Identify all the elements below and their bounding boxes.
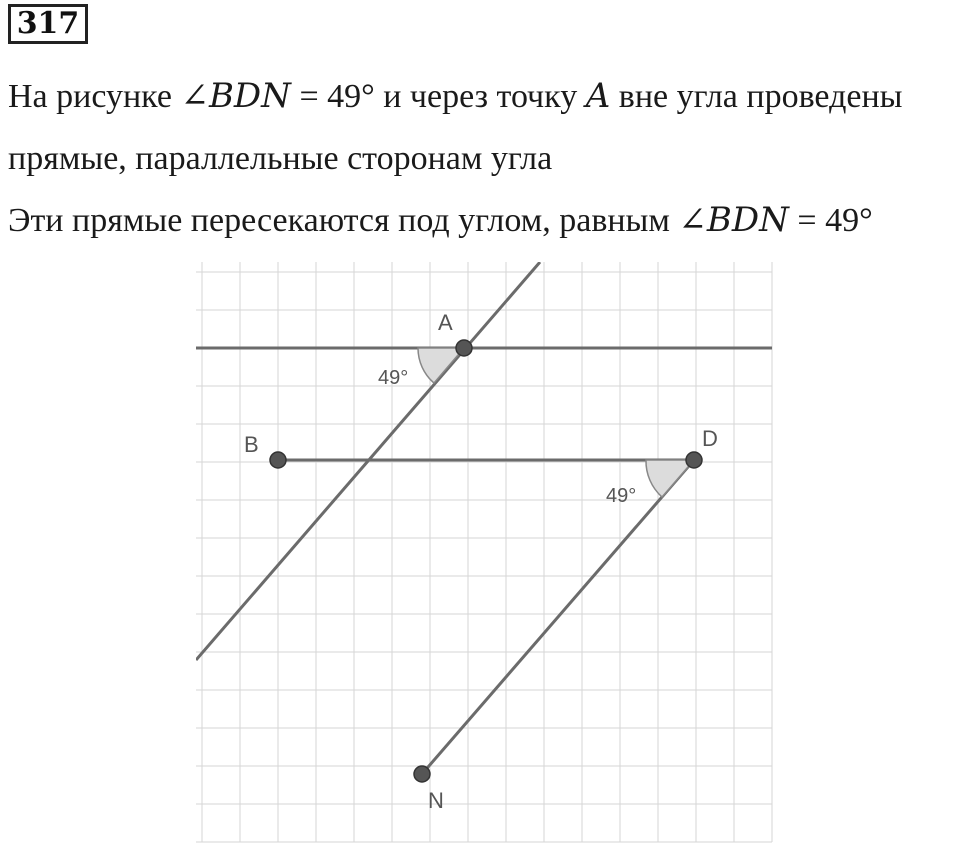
line1-point: A [585,76,611,116]
label-a: A [438,310,453,335]
statement-line-2: прямые, параллельные сторонам угла [8,140,553,177]
angle-label-a: 49° [378,367,409,389]
angle-arc-d [646,460,694,497]
label-d: D [702,426,718,451]
segment-dn [422,460,694,774]
line3-suffix: = 49° [788,202,873,239]
line1-angle: ∠BDN [180,76,291,116]
label-b: B [244,432,259,457]
statement-line-1 [8,76,903,116]
line3-prefix: Эти прямые пересекаются под углом, равным [8,202,679,239]
line1-mid: = 49° и через точку [290,78,586,115]
point-n [414,766,430,782]
point-d [686,452,702,468]
point-a [456,340,472,356]
line1-prefix: На рисунке [8,78,181,115]
line3-angle: ∠BDN [678,200,789,240]
point-b [270,452,286,468]
label-n: N [428,788,444,813]
geometry-figure [196,262,776,844]
line1-suffix: вне угла проведены [610,78,903,115]
answer-line [8,200,873,240]
problem-number: 317 [8,4,88,44]
angle-label-d: 49° [606,485,637,507]
